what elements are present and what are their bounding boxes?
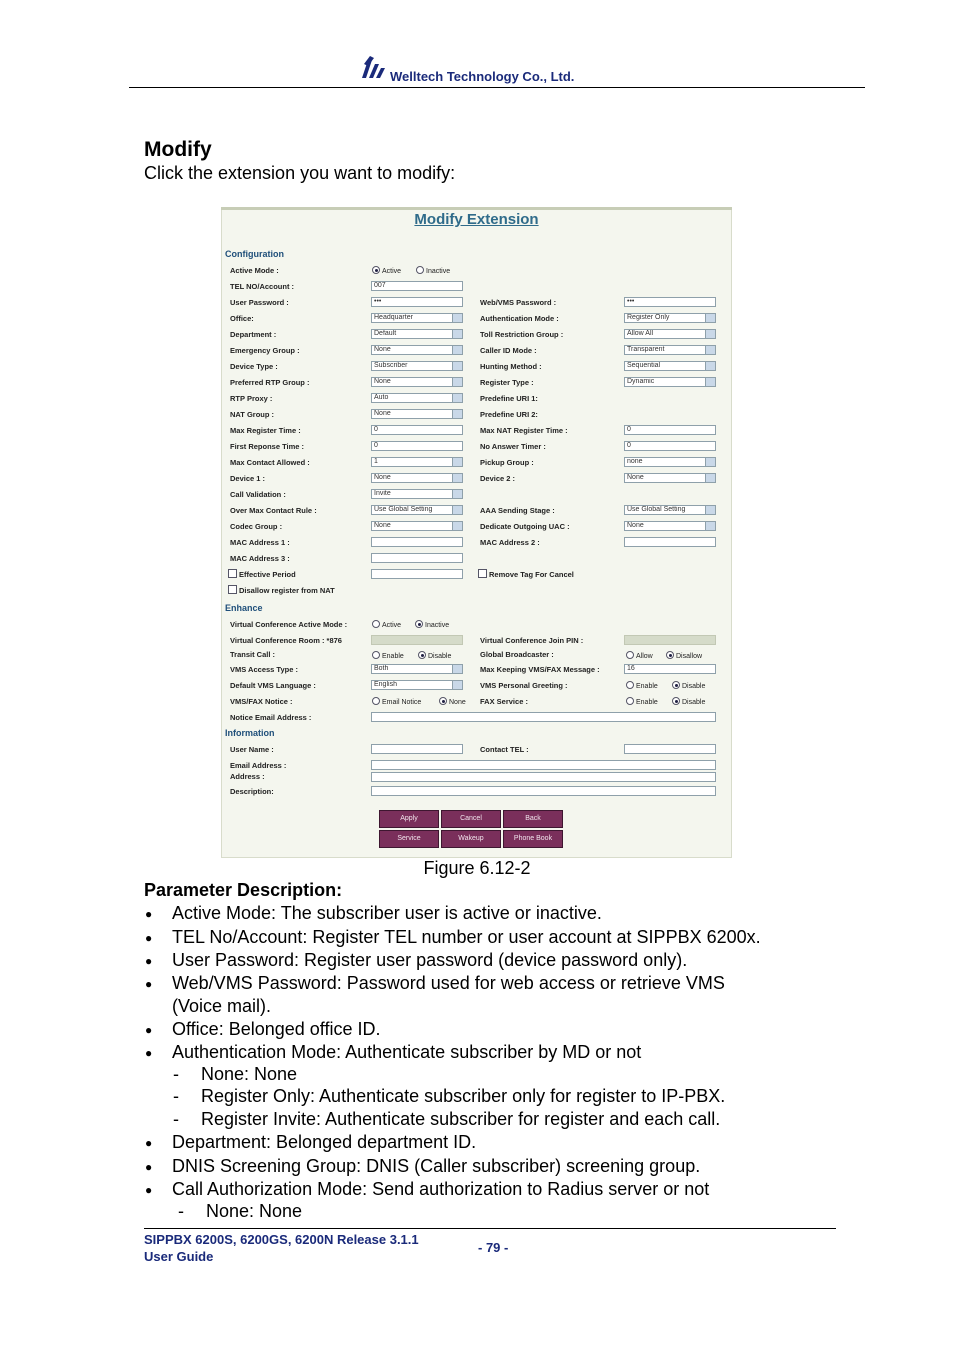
user-name-label: User Name : [230, 745, 274, 754]
device-1-select[interactable]: None [371, 473, 463, 483]
emergency-group-label: Emergency Group : [230, 346, 300, 355]
hunting-method-select[interactable]: Sequential [624, 361, 716, 371]
bullet-item: Department: Belonged department ID. [172, 1132, 477, 1152]
mac-address-3-input[interactable] [371, 553, 463, 563]
notice-email-address-label: Notice Email Address : [230, 713, 312, 722]
checkbox-icon [228, 569, 237, 578]
bullet-item: TEL No/Account: Register TEL number or user account at SIPPBX 6200x. [172, 927, 761, 947]
bullet-item: Office: Belonged office ID. [172, 1019, 381, 1039]
transit-call-disable-radio[interactable]: Disable [418, 651, 451, 660]
caller-id-mode-label: Caller ID Mode : [480, 346, 537, 355]
description-label: Description: [230, 787, 274, 796]
predefine-uri-1-label: Predefine URI 1: [480, 394, 538, 403]
bullet-icon: ● [145, 1023, 153, 1037]
active-mode-label: Active Mode : [230, 266, 279, 275]
page-number: - 79 - [478, 1240, 509, 1255]
vms-greeting-enable-radio[interactable]: Enable [626, 681, 658, 690]
radio-selected-icon [672, 697, 680, 705]
aaa-sending-stage-select[interactable]: Use Global Setting [624, 505, 716, 515]
footer-product: SIPPBX 6200S, 6200GS, 6200N Release 3.1.1 [144, 1232, 419, 1247]
address-input[interactable] [371, 772, 716, 782]
max-register-time-label: Max Register Time : [230, 426, 301, 435]
dash-icon: - [173, 1064, 179, 1084]
vms-fax-notice-label: VMS/FAX Notice : [230, 697, 293, 706]
virtual-conf-active-mode-label: Virtual Conference Active Mode : [230, 620, 348, 629]
bullet-icon: ● [145, 931, 153, 945]
back-button[interactable]: Back [503, 810, 563, 828]
fax-service-enable-radio[interactable]: Enable [626, 697, 658, 706]
predefine-uri-2-label: Predefine URI 2: [480, 410, 538, 419]
dash-icon: - [173, 1109, 179, 1129]
bullet-icon: ● [145, 1136, 153, 1150]
no-answer-timer-label: No Answer Timer : [480, 442, 546, 451]
panel-title: Modify Extension [414, 211, 539, 228]
dash-icon: - [173, 1086, 179, 1106]
max-keeping-vms-input[interactable]: 16 [624, 664, 716, 674]
configuration-heading: Configuration [225, 249, 284, 259]
max-contact-allowed-label: Max Contact Allowed : [230, 458, 310, 467]
max-keeping-vms-label: Max Keeping VMS/FAX Message : [480, 665, 600, 674]
virtual-conf-inactive-radio[interactable]: Inactive [415, 620, 449, 629]
company-name: Welltech Technology Co., Ltd. [390, 69, 575, 84]
register-type-label: Register Type : [480, 378, 534, 387]
vms-personal-greeting-label: VMS Personal Greeting : [480, 681, 568, 690]
max-register-time-input[interactable]: 0 [371, 425, 463, 435]
toll-restriction-group-label: Toll Restriction Group : [480, 330, 564, 339]
over-max-contact-rule-label: Over Max Contact Rule : [230, 506, 317, 515]
first-response-time-label: First Reponse Time : [230, 442, 305, 451]
radio-empty-icon [372, 651, 380, 659]
pickup-group-select[interactable]: none [624, 457, 716, 467]
service-button[interactable]: Service [379, 830, 439, 848]
bullet-item: Active Mode: The subscriber user is active or inactive. [172, 903, 602, 923]
max-nat-register-time-input[interactable]: 0 [624, 425, 716, 435]
user-password-label: User Password : [230, 298, 289, 307]
aaa-sending-stage-label: AAA Sending Stage : [480, 506, 555, 515]
bullet-icon: ● [145, 954, 153, 968]
rtp-proxy-select[interactable]: Auto [371, 393, 463, 403]
radio-selected-icon [672, 681, 680, 689]
cancel-button[interactable]: Cancel [441, 810, 501, 828]
call-validation-label: Call Validation : [230, 490, 286, 499]
remove-tag-for-cancel-checkbox[interactable]: Remove Tag For Cancel [478, 569, 574, 579]
contact-tel-label: Contact TEL : [480, 745, 529, 754]
bullet-item: Web/VMS Password: Password used for web access or retrieve VMS [172, 973, 725, 993]
bullet-item: Call Authorization Mode: Send authorization to Radius server or not [172, 1179, 710, 1199]
disallow-register-from-nat-checkbox[interactable]: Disallow register from NAT [228, 585, 335, 595]
radio-selected-icon [415, 620, 423, 628]
authentication-mode-label: Authentication Mode : [480, 314, 559, 323]
rtp-proxy-label: RTP Proxy : [230, 394, 273, 403]
global-broadcaster-allow-radio[interactable]: Allow [626, 651, 653, 660]
vms-greeting-disable-radio[interactable]: Disable [672, 681, 705, 690]
sub-bullet-item: None: None [206, 1201, 303, 1221]
virtual-conf-room-input[interactable] [371, 635, 463, 645]
authentication-mode-select[interactable]: Register Only [624, 313, 716, 323]
section-intro: Click the extension you want to modify: [144, 163, 456, 183]
sub-bullet-item: None: None [201, 1064, 298, 1084]
modify-extension-screenshot [221, 207, 732, 858]
device-type-select[interactable]: Subscriber [371, 361, 463, 371]
department-select[interactable]: Default [371, 329, 463, 339]
figure-caption: Figure 6.12-2 [423, 858, 531, 878]
radio-empty-icon [626, 651, 634, 659]
device-type-label: Device Type : [230, 362, 278, 371]
bullet-icon: ● [145, 1160, 153, 1174]
web-vms-password-input[interactable]: ••• [624, 297, 716, 307]
radio-selected-icon [439, 697, 447, 705]
sub-bullet-item: Register Invite: Authenticate subscriber for register and each call. [201, 1109, 721, 1129]
address-label: Address : [230, 772, 265, 781]
dedicate-outgoing-uac-select[interactable]: None [624, 521, 716, 531]
description-input[interactable] [371, 786, 716, 796]
device-2-select[interactable]: None [624, 473, 716, 483]
virtual-conf-room-label: Virtual Conference Room : *876 [230, 636, 342, 645]
vms-fax-notice-none-radio[interactable]: None [439, 697, 466, 706]
fax-service-label: FAX Service : [480, 697, 528, 706]
web-vms-password-label: Web/VMS Password : [480, 298, 557, 307]
parameter-heading: Parameter Description: [144, 880, 343, 900]
department-label: Department : [230, 330, 277, 339]
radio-empty-icon [416, 266, 424, 274]
user-password-input[interactable]: ••• [371, 297, 463, 307]
mac-address-3-label: MAC Address 3 : [230, 554, 290, 563]
preferred-rtp-group-select[interactable]: None [371, 377, 463, 387]
radio-selected-icon [372, 266, 380, 274]
panel-top-bar [221, 207, 732, 210]
bullet-icon: ● [145, 1183, 153, 1197]
bullet-icon: ● [145, 907, 153, 921]
office-label: Office: [230, 314, 254, 323]
enhance-heading: Enhance [225, 603, 263, 613]
codec-group-select[interactable]: None [371, 521, 463, 531]
preferred-rtp-group-label: Preferred RTP Group : [230, 378, 310, 387]
global-broadcaster-disallow-radio[interactable]: Disallow [666, 651, 702, 660]
sub-bullet-item: Register Only: Authenticate subscriber only for register to IP-PBX. [201, 1086, 726, 1106]
nat-group-label: NAT Group : [230, 410, 275, 419]
no-answer-timer-input[interactable]: 0 [624, 441, 716, 451]
welltech-logo-icon [360, 56, 386, 80]
wakeup-button[interactable]: Wakeup [441, 830, 501, 848]
fax-service-disable-radio[interactable]: Disable [672, 697, 705, 706]
call-validation-select[interactable]: Invite [371, 489, 463, 499]
max-nat-register-time-label: Max NAT Register Time : [480, 426, 568, 435]
transit-call-label: Transit Call : [230, 650, 276, 659]
nat-group-select[interactable]: None [371, 409, 463, 419]
bullet-icon: ● [145, 977, 153, 991]
information-heading: Information [225, 728, 275, 738]
default-vms-language-label: Default VMS Language : [230, 681, 316, 690]
radio-empty-icon [372, 620, 380, 628]
pickup-group-label: Pickup Group : [480, 458, 534, 467]
vms-access-type-select[interactable]: Both [371, 664, 463, 674]
checkbox-icon [478, 569, 487, 578]
radio-selected-icon [418, 651, 426, 659]
max-contact-allowed-select[interactable]: 1 [371, 457, 463, 467]
user-name-input[interactable] [371, 744, 463, 754]
contact-tel-input[interactable] [624, 744, 716, 754]
vms-fax-notice-email-radio[interactable]: Email Notice [372, 697, 421, 706]
virtual-conf-join-pin-input[interactable] [624, 635, 716, 645]
dash-icon: - [178, 1201, 184, 1221]
mac-address-1-label: MAC Address 1 : [230, 538, 290, 547]
header-rule [129, 87, 865, 88]
apply-button[interactable]: Apply [379, 810, 439, 828]
notice-email-address-input[interactable] [371, 712, 716, 722]
section-title: Modify [144, 138, 212, 161]
radio-selected-icon [666, 651, 674, 659]
virtual-conf-join-pin-label: Virtual Conference Join PIN : [480, 636, 584, 645]
vms-access-type-label: VMS Access Type : [230, 665, 298, 674]
effective-period-checkbox[interactable]: Effective Period [228, 569, 296, 579]
radio-empty-icon [626, 697, 634, 705]
global-broadcaster-label: Global Broadcaster : [480, 650, 554, 659]
bullet-item: Authentication Mode: Authenticate subscriber by MD or not [172, 1042, 642, 1062]
over-max-contact-rule-select[interactable]: Use Global Setting [371, 505, 463, 515]
dedicate-outgoing-uac-label: Dedicate Outgoing UAC : [480, 522, 570, 531]
transit-call-enable-radio[interactable]: Enable [372, 651, 404, 660]
mac-address-1-input[interactable] [371, 537, 463, 547]
footer-rule [144, 1228, 836, 1229]
hunting-method-label: Hunting Method : [480, 362, 542, 371]
phone-book-button[interactable]: Phone Book [503, 830, 563, 848]
effective-period-input[interactable] [371, 569, 463, 579]
caller-id-mode-select[interactable]: Transparent [624, 345, 716, 355]
emergency-group-select[interactable]: None [371, 345, 463, 355]
default-vms-language-select[interactable]: English [371, 680, 463, 690]
tel-no-label: TEL NO/Account : [230, 282, 295, 291]
bullet-item: User Password: Register user password (device password only). [172, 950, 688, 970]
radio-empty-icon [372, 697, 380, 705]
office-select[interactable]: Headquarter [371, 313, 463, 323]
radio-empty-icon [626, 681, 634, 689]
codec-group-label: Codec Group : [230, 522, 283, 531]
bullet-item: DNIS Screening Group: DNIS (Caller subscriber) screening group. [172, 1156, 701, 1176]
active-mode-inactive-radio[interactable]: Inactive [416, 266, 450, 275]
first-response-time-input[interactable]: 0 [371, 441, 463, 451]
register-type-select[interactable]: Dynamic [624, 377, 716, 387]
email-address-label: Email Address : [230, 761, 287, 770]
bullet-item-continuation: (Voice mail). [172, 996, 272, 1016]
mac-address-2-input[interactable] [624, 537, 716, 547]
device-2-label: Device 2 : [480, 474, 516, 483]
checkbox-icon [228, 585, 237, 594]
toll-restriction-group-select[interactable]: Allow All [624, 329, 716, 339]
bullet-icon: ● [145, 1046, 153, 1060]
active-mode-active-radio[interactable]: Active [372, 266, 401, 275]
mac-address-2-label: MAC Address 2 : [480, 538, 540, 547]
footer-guide: User Guide [144, 1249, 214, 1264]
device-1-label: Device 1 : [230, 474, 266, 483]
virtual-conf-active-radio[interactable]: Active [372, 620, 401, 629]
email-address-input[interactable] [371, 760, 716, 770]
tel-no-input[interactable]: 007 [371, 281, 463, 291]
